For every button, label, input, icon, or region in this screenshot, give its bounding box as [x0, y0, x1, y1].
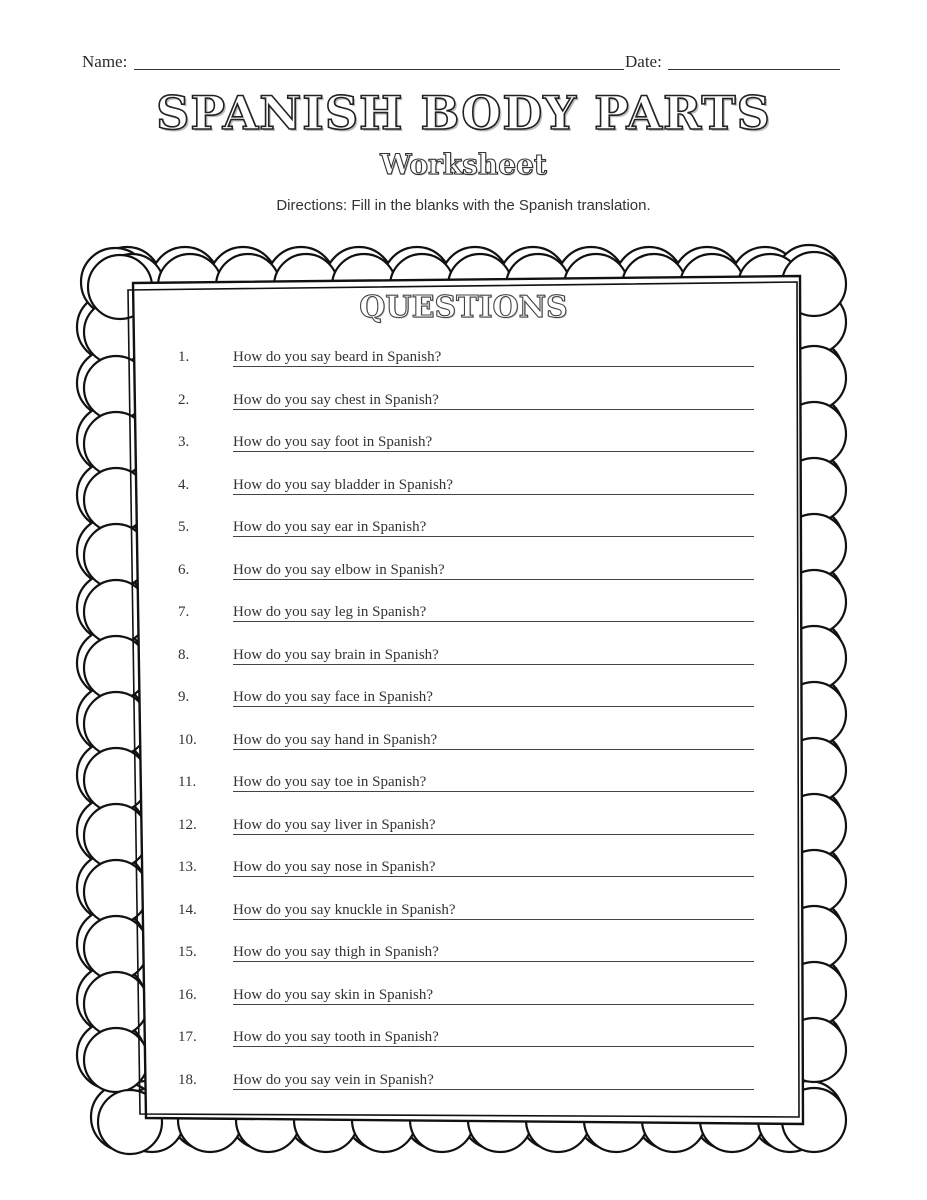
question-number: 17. [178, 1029, 197, 1045]
question-number: 16. [178, 986, 197, 1003]
question-text: How do you say liver in Spanish? [233, 816, 436, 833]
date-label: Date: [625, 52, 662, 71]
question-item [178, 344, 758, 387]
question-item [178, 387, 758, 430]
question-item [178, 557, 758, 600]
answer-blank-line[interactable] [233, 409, 754, 410]
question-text: How do you say foot in Spanish? [233, 434, 433, 450]
question-item [178, 1024, 758, 1067]
scallop-loop [84, 860, 148, 924]
question-item [178, 727, 758, 770]
question-item [178, 897, 758, 940]
question-text: How do you say brain in Spanish? [233, 646, 439, 663]
question-number: 13. [178, 859, 197, 875]
answer-blank-line[interactable] [233, 961, 754, 962]
question-item [178, 472, 758, 515]
question-number: 18. [178, 1071, 197, 1088]
answer-blank-line[interactable] [233, 1046, 754, 1047]
question-text: How do you say leg in Spanish? [233, 604, 427, 620]
scallop-loop [84, 748, 148, 812]
question-text: How do you say nose in Spanish? [233, 859, 436, 875]
question-text: How do you say toe in Spanish? [233, 774, 427, 790]
question-item [178, 939, 758, 982]
question-item [178, 514, 758, 557]
answer-blank-line[interactable] [233, 834, 754, 835]
answer-blank-line[interactable] [233, 791, 754, 792]
question-text: How do you say tooth in Spanish? [233, 1029, 439, 1045]
question-text: How do you say vein in Spanish? [233, 1071, 434, 1088]
question-text: How do you say knuckle in Spanish? [233, 901, 456, 918]
scallop-loop [84, 804, 148, 868]
question-text: How do you say hand in Spanish? [233, 731, 438, 748]
question-item [178, 982, 758, 1025]
worksheet-subtitle: Worksheet [380, 148, 547, 181]
answer-blank-line[interactable] [233, 621, 754, 622]
question-number: 1. [178, 349, 190, 365]
answer-blank-line[interactable] [233, 494, 754, 495]
question-item [178, 854, 758, 897]
answer-blank-line[interactable] [233, 451, 754, 452]
question-number: 7. [178, 604, 190, 620]
question-item [178, 1067, 758, 1110]
answer-blank-line[interactable] [233, 1089, 754, 1090]
question-number: 9. [178, 689, 190, 705]
question-number: 10. [178, 731, 197, 748]
question-number: 14. [178, 901, 197, 918]
question-list [178, 344, 758, 1109]
answer-blank-line[interactable] [233, 1004, 754, 1005]
answer-blank-line[interactable] [233, 579, 754, 580]
answer-blank-line[interactable] [233, 366, 754, 367]
questions-heading: QUESTIONS [359, 290, 568, 325]
question-number: 2. [178, 391, 190, 408]
question-number: 11. [178, 774, 197, 790]
answer-blank-line[interactable] [233, 749, 754, 750]
name-label: Name: [82, 52, 128, 71]
question-text: How do you say bladder in Spanish? [233, 476, 453, 493]
question-item [178, 812, 758, 855]
question-number: 15. [178, 944, 197, 960]
question-text: How do you say elbow in Spanish? [233, 561, 445, 578]
question-number: 8. [178, 646, 190, 663]
answer-blank-line[interactable] [233, 919, 754, 920]
answer-blank-line[interactable] [233, 536, 754, 537]
question-text: How do you say beard in Spanish? [233, 349, 442, 365]
question-item [178, 599, 758, 642]
question-text: How do you say skin in Spanish? [233, 986, 433, 1003]
question-item [178, 429, 758, 472]
worksheet-title: SPANISH BODY PARTS [156, 86, 771, 140]
question-text: How do you say ear in Spanish? [233, 519, 427, 535]
answer-blank-line[interactable] [233, 706, 754, 707]
question-number: 4. [178, 476, 190, 493]
question-number: 12. [178, 816, 197, 833]
question-number: 3. [178, 434, 190, 450]
question-text: How do you say face in Spanish? [233, 689, 433, 705]
question-item [178, 642, 758, 685]
answer-blank-line[interactable] [233, 664, 754, 665]
question-number: 5. [178, 519, 190, 535]
question-text: How do you say thigh in Spanish? [233, 944, 439, 960]
question-item [178, 769, 758, 812]
answer-blank-line[interactable] [233, 876, 754, 877]
question-item [178, 684, 758, 727]
directions-text: Directions: Fill in the blanks with the Spanish translation. [276, 197, 651, 214]
question-number: 6. [178, 561, 190, 578]
question-text: How do you say chest in Spanish? [233, 391, 439, 408]
